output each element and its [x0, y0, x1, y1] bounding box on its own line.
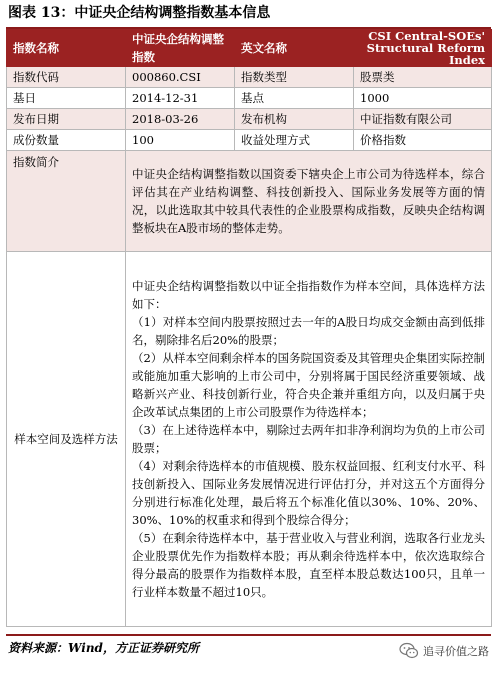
- method-paragraph: （4）对剩余待选样本的市值规模、股东权益回报、红利支付水平、科技创新投入、国际业务发展情况进行评估打分，并对这五个方面得分分别进行标准化处理，最后将五个标准化值以30%、10%、20%、30%、10%的权重求和得到个股综合得分；: [132, 459, 485, 527]
- wechat-watermark: [399, 639, 489, 663]
- table-header-row: [7, 30, 492, 67]
- index-info-table: [6, 29, 492, 627]
- watermark-text: 追寻价值之路: [423, 645, 489, 658]
- header-index-name-label: 指数名称: [7, 30, 126, 67]
- method-text: [126, 252, 492, 627]
- row-label: 收益处理方式: [235, 130, 354, 151]
- row-label: 发布日期: [7, 109, 126, 130]
- wechat-icon: [399, 641, 419, 661]
- row-value: 股票类: [354, 67, 492, 88]
- header-index-name-value: 中证央企结构调整指数: [126, 30, 235, 67]
- row-value: 000860.CSI: [126, 67, 235, 88]
- bottom-divider: [6, 634, 491, 636]
- intro-text: 中证央企结构调整指数以国资委下辖央企上市公司为待选样本，综合评估其在产业结构调整、科技创新投入、国际业务发展等方面的情况，以此选取其中较具代表性的企业股票构成指数，反映央企结构调整板块在A股市场的整体走势。: [126, 151, 492, 252]
- figure-title: 图表 13：中证央企结构调整指数基本信息: [6, 0, 491, 29]
- method-paragraph: 中证央企结构调整指数以中证全指指数作为样本空间，具体选样方法如下：: [132, 279, 485, 311]
- row-label: 指数类型: [235, 67, 354, 88]
- table-row: [7, 130, 492, 151]
- intro-row: [7, 151, 492, 252]
- method-label: 样本空间及选样方法: [7, 252, 126, 627]
- row-value: 2014-12-31: [126, 88, 235, 109]
- row-value: 中证指数有限公司: [354, 109, 492, 130]
- table-row: [7, 67, 492, 88]
- method-paragraph: （2）从样本空间剩余样本的国务院国资委及其管理央企集团实际控制或能施加重大影响的上市公司中，分别将属于国民经济重要领域、战略新兴产业、科技创新行业，符合央企兼并重组方向，以及归属于央企改革试点集团的上市公司股票作为待选样本；: [132, 351, 485, 419]
- row-label: 发布机构: [235, 109, 354, 130]
- method-paragraph: （1）对样本空间内股票按照过去一年的A股日均成交金额由高到低排名，剔除排名后20%的股票；: [132, 315, 485, 347]
- row-label: 指数代码: [7, 67, 126, 88]
- row-label: 成份数量: [7, 130, 126, 151]
- row-label: 基点: [235, 88, 354, 109]
- method-paragraph: （5）在剩余待选样本中，基于营业收入与营业利润，选取各行业龙头企业股票优先作为指数样本股；再从剩余待选样本中，依次选取综合得分最高的股票作为指数样本股，直至样本股总数达100只，且单一行业样本数量不超过10只。: [132, 531, 485, 599]
- method-paragraph: （3）在上述待选样本中，剔除过去两年扣非净利润均为负的上市公司股票；: [132, 423, 485, 455]
- method-row: [7, 252, 492, 627]
- header-english-name-value: CSI Central-SOEs' Structural Reform Index: [354, 30, 492, 67]
- row-value: 价格指数: [354, 130, 492, 151]
- table-row: [7, 109, 492, 130]
- row-label: 基日: [7, 88, 126, 109]
- row-value: 2018-03-26: [126, 109, 235, 130]
- intro-label: 指数简介: [7, 151, 126, 252]
- header-english-name-label: 英文名称: [235, 30, 354, 67]
- table-row: [7, 88, 492, 109]
- source-note: 资料来源：Wind，方正证券研究所: [8, 641, 199, 655]
- row-value: 100: [126, 130, 235, 151]
- row-value: 1000: [354, 88, 492, 109]
